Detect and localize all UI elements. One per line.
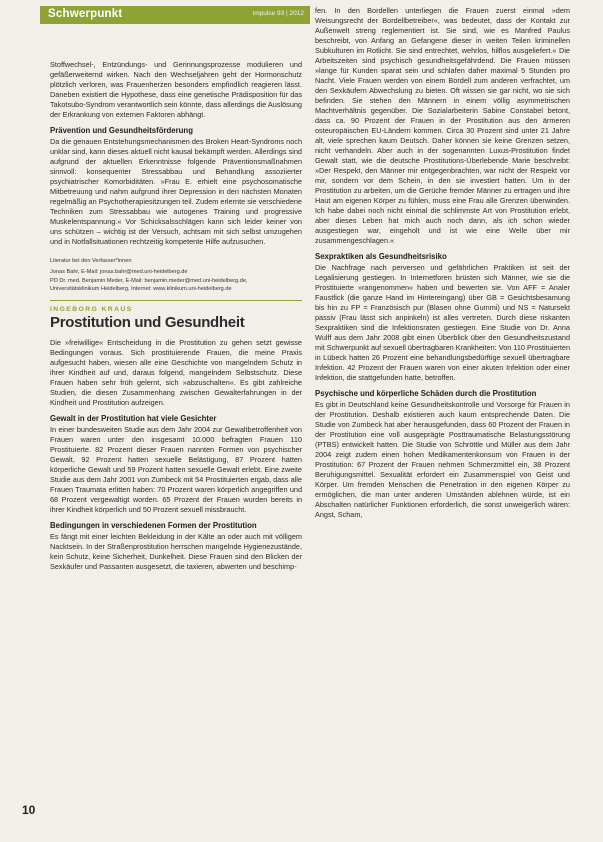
section-heading: Bedingungen in verschiedenen Formen der Prostitution <box>50 520 257 530</box>
section-heading: Psychische und körperliche Schäden durch die Prostitution <box>315 389 537 398</box>
body-paragraph: Die Nachfrage nach perversen und gefährlichen Praktiken ist seit der Legalisierung gestiegen. In Internetforen brüsten sich Männer, wie sie die Prostituierte »rangenommen« haben und bewerten sie. Von AFF = Analer Faustfick (die ganze Hand im Hintereingang) über GB = Gesichtsbesamung bis hin zu FP = Französisch pur (Blasen ohne Gummi) und NS = Natursekt passiv (Frau lässt sich anpinkeln) ist alles vertreten. Durch diese riskanten Sexpraktiken sind die Infektionsraten gestiegen. Eine Studie von Dr. Anna Wulff aus dem Jahr 2008 gibt einen Überblick über den Gesundheitszustand mit Schwerpunkt auf sexuell übertragbaren Krankheiten: Von 110 Prostituierten in Lübeck hatten 26 Prozent eine behandlungsbedürftige sexuell übertragbare Infektion. 42 Prozent der Frauen waren von einer akuten Infektion oder einer Infektion, die stattgefunden hatte, betroffen. <box>315 263 570 382</box>
section-header-bar <box>40 6 310 24</box>
body-paragraph: In einer bundesweiten Studie aus dem Jahr 2004 zur Gewaltbetroffenheit von Frauen waren unter den insgesamt 10.000 befragten Frauen 110 Prostituierte. 82 Prozent dieser Frauen nannten Formen von psychischer Gewalt, 92 Prozent hatten sexuelle Belästigung, 87 Prozent hatten körperliche Gewalt und 59 Prozent hatten sexuelle Gewalt erlebt. Eine zweite Studie aus dem Jahr 2001 von Zumbeck mit 54 Prostituierten ergab, dass alle Frauen Traumata erlitten haben: 70 Prozent waren körperlich angegriffen und 68 Prozent vergewaltigt worden. 65 Prozent der Frauen wurden bereits in ihrer Kindheit körperlich und 50 Prozent sexuell missbraucht. <box>50 424 302 514</box>
sources-heading: Literatur bei den Verfasser*innen <box>50 258 132 264</box>
sources-block <box>50 257 302 294</box>
body-paragraph: Da die genauen Entstehungsmechanismen des Broken Heart-Syndroms noch unklar sind, kann dieses aktuell nicht kausal bekämpft werden. Allerdings sind aufgrund der aktuellen Erkenntnisse folgende Präventionsmaßnahmen sinnvoll: konsequenter Stressabbau und Behandlung assoziierter psychiatrischer Komorbiditäten. »Frau E. erhielt eine psychosomatische Mitbetreuung und nahm aufgrund ihrer Depression in den nächsten Monaten regelmäßig an Psychotherapiesitzungen teil. Zudem erlernte sie verschiedene Techniken zum Stressabbau wie autogenes Training und progressive Muskelentspannung.« Vor Schicksalsschlägen kann sich leider keiner von uns schützen – wichtig ist der Versuch, achtsam mit sich selbst umzugehen und in Notfallsituationen rechtzeitig kompetente Hilfe aufzusuchen. <box>50 137 302 246</box>
left-column <box>50 60 302 578</box>
article-divider <box>50 300 302 301</box>
article-title: Prostitution und Gesundheit <box>50 313 245 331</box>
article-intro: Die »freiwillige« Entscheidung in die Prostitution zu gehen setzt gewisse Bedingungen voraus. Sich prostituierende Frauen, die meine Praxis aufgesucht haben, wiesen alle eine Geschichte von mangelndem Schutz in ihrer Kindheit auf und, daraus folgend, mangelndem Selbstschutz. Diese Frauen haben sehr früh gelernt, sich »abzuschalten«. Es gibt zahlreiche Studien, die diesen Zusammenhang zwischen Gewalterfahrungen in der Kindheit und Prostitution aufzeigen. <box>50 337 302 407</box>
intro-paragraph: Stoffwechsel-, Entzündungs- und Gerinnungsprozesse modulieren und gefäßerweiternd wirken. Nach den Wechseljahren geht der Hormonschutz plötzlich verloren, was Frauenherzen besonders empfindlich reagieren lässt. Daneben existiert die Hypothese, dass eine genetische Prädisposition für das Takotsubo-Syndrom verantwortlich sein könnte, dass allerdings die Auslösung der Erkrankung von externen Faktoren abhängt. <box>50 60 302 119</box>
body-paragraph: Es gibt in Deutschland keine Gesundheitskontrolle und Vorsorge für Frauen in der Prostitution. Deshalb existieren auch kaum entsprechende Daten. Die Studie von Zumbeck hat aber herausgefunden, dass 60 Prozent der Frauen in der Prostitution eine voll ausgeprägte Posttraumatische Belastungsstörung (PTBS) entwickelt hatten. Die Studie von Schröttle und Müller aus dem Jahr 2004 zeigt zudem einen hohen Medikamentenkonsum von Frauen in der Prostitution: 67 Prozent der Frauen nehmen Schmerzmittel ein, 38 Prozent Beruhigungsmittel. Sexualität erfordert ein Zusammenspiel von Geist und Körper. Um fremden Menschen die Penetration in den eigenen Körper zu ermöglichen, die man unter anderen Umständen ablehnen würde, ist ein Abschalten natürlicher Funktionen erforderlich, die sonst unweigerlich wären: Angst, Scham, <box>315 400 570 519</box>
source-line: Jonas Bahr, E-Mail: jonas.bahr@med.uni-heidelberg.de <box>50 269 188 276</box>
section-heading: Gewalt in der Prostitution hat viele Gesichter <box>50 413 217 423</box>
source-line: Universitätsklinikum Heidelberg, Internet: www.klinikum.uni-heidelberg.de <box>50 286 232 293</box>
source-line: PD Dr. med. Benjamin Meder, E-Mail: benjamin.meder@med.uni-heidelberg.de, <box>50 277 248 284</box>
section-heading: Sexpraktiken als Gesundheitsrisiko <box>315 252 447 261</box>
body-paragraph: Es fängt mit einer leichten Bekleidung in der Kälte an oder auch mit völligem Nacktsein. In der Straßenprostitution herrschen mangelnde Hygienezustände, kein Schutz, keine Sicherheit, Dunkelheit. Diese Frauen sind den Blicken der Sexkäufer und Passanten ausgesetzt, die taxieren, abwerten und beschimp- <box>50 531 302 571</box>
section-title: Schwerpunkt <box>48 8 123 20</box>
body-paragraph: fen. In den Bordellen unterliegen die Frauen zuerst einmal »dem Weisungsrecht der Bordellbetreiber«, was bedeutet, dass der Kontakt zur Außenwelt streng reglementiert ist. Sie sind, wie es Manfred Paulus beschreibt, von Anfang an Gefangene dieser in weiten Teilen kriminellen Subkulturen im Rotlicht. Sie sind entrechtet, wehrlos, hilflos ausgeliefert.« Die Arbeitszeiten sind psychisch gesundheitsgefährdend. Die Frauen müssen »lange für Kunden sparat sein und schlafen daher maximal 5 Stunden pro Nacht. Viele Frauen werden von einem Bordell zum anderen verfrachtet, um den Sexkäufern Abwechslung zu bieten. Oft wissen sie gar nicht, wo sie sich befinden. Sie stehen den Männern in einem völlig asymmetrischen Machtverhältnis gegenüber. Die Sozialarbeiterin Sabine Constabel betont, dass ca. 90 Prozent der Frauen in der Prostitution aus den ärmeren osteuropäischen EU-Ländern kommen. Circa 30 Prozent sind unter 21 Jahre alt, viele sprechen kaum Deutsch. Daher können sie keine Grenzen setzen, nicht verhandeln. Aber auch in der sogenannten Luxus-Prostitution findet Gewalt statt, wie die deutsche Prostitutions-Überlebende Marie beschreibt: »Der Respekt, den Männer mir entgegenbrachten, war nicht der Respekt vor mir, sondern vor dem Schein, in den sie investiert hatten. Um in der Prostitution zu arbeiten, um die Gerüche fremder Männer zu ertragen und ihre Haut am eigenen Körper zu fühlen, muss eine Frau alle Grenzen überwinden. Ich habe dabei noch nicht einmal die schlimmste Art von Prostitution erlebt, aber dieses Leben hat mich auch noch dann, als ich schon wieder ausgestiegen war, eingeholt und ist wie eine Welle über mir zusammengeschlagen.« <box>315 6 570 245</box>
article-author: INGEBORG KRAUS <box>50 305 133 313</box>
page-number: 10 <box>22 803 36 817</box>
right-column <box>315 6 570 526</box>
issue-label: impulse 93 | 2012 <box>252 10 304 17</box>
section-heading: Prävention und Gesundheitsförderung <box>50 126 193 135</box>
